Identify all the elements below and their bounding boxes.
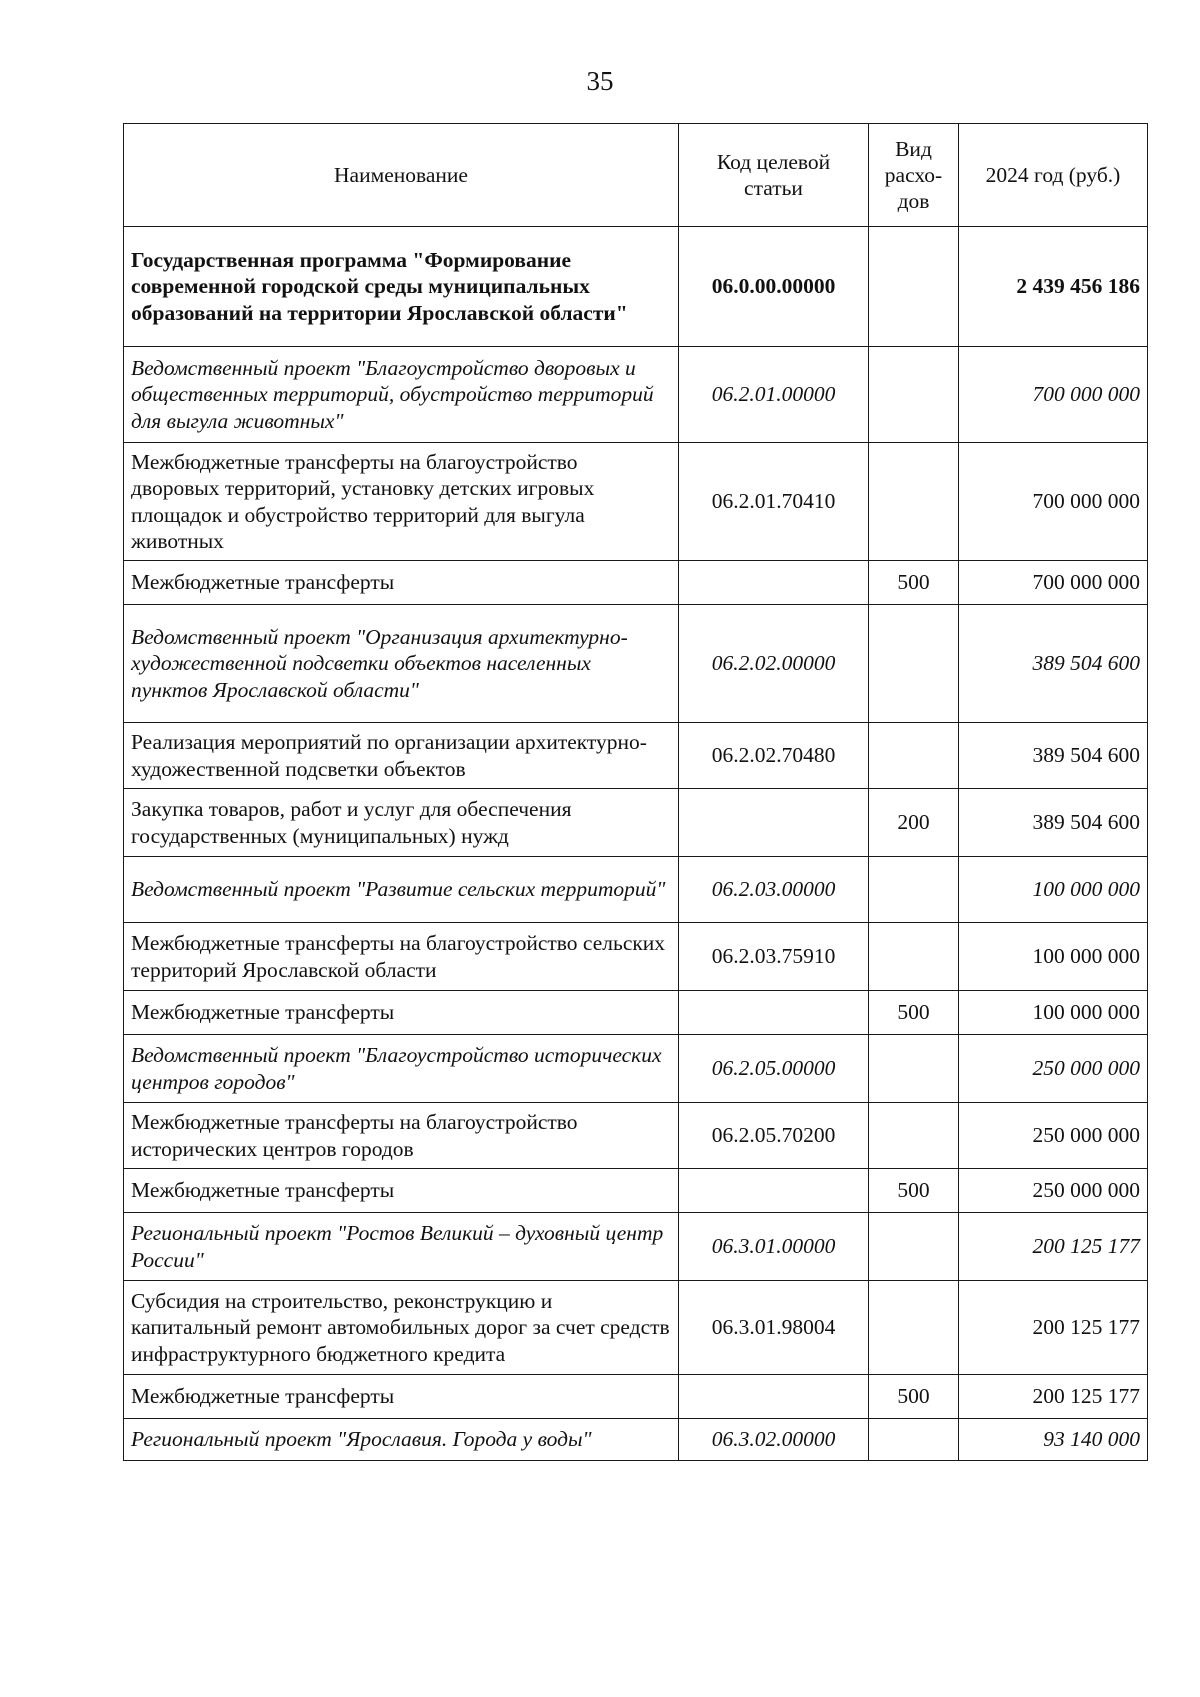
table-row bbox=[124, 1035, 1148, 1103]
table-row bbox=[124, 347, 1148, 443]
cell-name: Межбюджетные трансферты bbox=[124, 561, 679, 605]
cell-kind: 500 bbox=[869, 1169, 959, 1213]
cell-code: 06.0.00.00000 bbox=[679, 227, 869, 347]
cell-amount: 250 000 000 bbox=[959, 1035, 1148, 1103]
cell-kind bbox=[869, 605, 959, 723]
table-row bbox=[124, 605, 1148, 723]
cell-kind: 500 bbox=[869, 991, 959, 1035]
cell-amount: 389 504 600 bbox=[959, 723, 1148, 789]
table-row bbox=[124, 857, 1148, 923]
table-row bbox=[124, 1169, 1148, 1213]
cell-name: Ведомственный проект "Благоустройство исторических центров городов" bbox=[124, 1035, 679, 1103]
table-row bbox=[124, 991, 1148, 1035]
table-header-row bbox=[124, 124, 1148, 227]
cell-kind bbox=[869, 1419, 959, 1461]
cell-code bbox=[679, 991, 869, 1035]
cell-kind bbox=[869, 1103, 959, 1169]
table-row bbox=[124, 1213, 1148, 1281]
cell-code: 06.2.05.00000 bbox=[679, 1035, 869, 1103]
cell-code bbox=[679, 1375, 869, 1419]
cell-amount: 700 000 000 bbox=[959, 347, 1148, 443]
cell-name: Межбюджетные трансферты bbox=[124, 1375, 679, 1419]
cell-name: Региональный проект "Ярославия. Города у воды" bbox=[124, 1419, 679, 1461]
cell-code: 06.2.01.70410 bbox=[679, 443, 869, 561]
cell-amount: 100 000 000 bbox=[959, 991, 1148, 1035]
cell-kind bbox=[869, 227, 959, 347]
cell-name: Ведомственный проект "Развитие сельских территорий" bbox=[124, 857, 679, 923]
header-amount: 2024 год (руб.) bbox=[959, 124, 1148, 227]
cell-amount: 200 125 177 bbox=[959, 1213, 1148, 1281]
cell-amount: 200 125 177 bbox=[959, 1281, 1148, 1375]
cell-amount: 389 504 600 bbox=[959, 605, 1148, 723]
budget-table bbox=[123, 123, 1148, 1461]
table-body bbox=[124, 227, 1148, 1461]
header-code: Код целевой статьи bbox=[679, 124, 869, 227]
cell-code: 06.2.03.00000 bbox=[679, 857, 869, 923]
cell-name: Межбюджетные трансферты bbox=[124, 1169, 679, 1213]
table-row bbox=[124, 1281, 1148, 1375]
cell-name: Межбюджетные трансферты bbox=[124, 991, 679, 1035]
cell-code bbox=[679, 561, 869, 605]
cell-name: Закупка товаров, работ и услуг для обеспечения государственных (муниципальных) нужд bbox=[124, 789, 679, 857]
cell-name: Ведомственный проект "Организация архитектурно-художественной подсветки объектов населенных пунктов Ярославской области" bbox=[124, 605, 679, 723]
cell-name: Межбюджетные трансферты на благоустройство сельских территорий Ярославской области bbox=[124, 923, 679, 991]
cell-amount: 100 000 000 bbox=[959, 923, 1148, 991]
header-name: Наименование bbox=[124, 124, 679, 227]
page-number: 35 bbox=[586, 66, 614, 96]
table-row bbox=[124, 561, 1148, 605]
table-row bbox=[124, 1103, 1148, 1169]
cell-amount: 200 125 177 bbox=[959, 1375, 1148, 1419]
cell-code: 06.2.02.70480 bbox=[679, 723, 869, 789]
table-row bbox=[124, 789, 1148, 857]
cell-kind bbox=[869, 1035, 959, 1103]
cell-kind bbox=[869, 723, 959, 789]
cell-amount: 250 000 000 bbox=[959, 1169, 1148, 1213]
cell-kind: 200 bbox=[869, 789, 959, 857]
cell-kind bbox=[869, 857, 959, 923]
cell-name: Реализация мероприятий по организации архитектурно-художественной подсветки объектов bbox=[124, 723, 679, 789]
cell-kind bbox=[869, 1213, 959, 1281]
cell-kind bbox=[869, 347, 959, 443]
cell-code bbox=[679, 1169, 869, 1213]
cell-code: 06.2.02.00000 bbox=[679, 605, 869, 723]
table-row bbox=[124, 443, 1148, 561]
cell-code: 06.3.02.00000 bbox=[679, 1419, 869, 1461]
cell-name: Государственная программа "Формирование современной городской среды муниципальных образований на территории Ярославской области" bbox=[124, 227, 679, 347]
table-row bbox=[124, 723, 1148, 789]
cell-name: Межбюджетные трансферты на благоустройство дворовых территорий, установку детских игровых площадок и обустройство территорий для выгула животных bbox=[124, 443, 679, 561]
cell-code: 06.2.05.70200 bbox=[679, 1103, 869, 1169]
cell-name: Региональный проект "Ростов Великий – духовный центр России" bbox=[124, 1213, 679, 1281]
cell-kind bbox=[869, 923, 959, 991]
cell-kind bbox=[869, 443, 959, 561]
cell-name: Ведомственный проект "Благоустройство дворовых и общественных территорий, обустройство территорий для выгула животных" bbox=[124, 347, 679, 443]
cell-amount: 100 000 000 bbox=[959, 857, 1148, 923]
table-row bbox=[124, 923, 1148, 991]
cell-code: 06.3.01.98004 bbox=[679, 1281, 869, 1375]
table-row bbox=[124, 227, 1148, 347]
cell-amount: 700 000 000 bbox=[959, 443, 1148, 561]
table-row bbox=[124, 1419, 1148, 1461]
cell-code: 06.3.01.00000 bbox=[679, 1213, 869, 1281]
header-kind: Вид расхо-дов bbox=[869, 124, 959, 227]
table-row bbox=[124, 1375, 1148, 1419]
cell-name: Субсидия на строительство, реконструкцию и капитальный ремонт автомобильных дорог за счет средств инфраструктурного бюджетного кредита bbox=[124, 1281, 679, 1375]
cell-name: Межбюджетные трансферты на благоустройство исторических центров городов bbox=[124, 1103, 679, 1169]
cell-amount: 389 504 600 bbox=[959, 789, 1148, 857]
cell-amount: 2 439 456 186 bbox=[959, 227, 1148, 347]
cell-code bbox=[679, 789, 869, 857]
cell-amount: 93 140 000 bbox=[959, 1419, 1148, 1461]
cell-kind: 500 bbox=[869, 561, 959, 605]
cell-amount: 250 000 000 bbox=[959, 1103, 1148, 1169]
cell-amount: 700 000 000 bbox=[959, 561, 1148, 605]
cell-code: 06.2.03.75910 bbox=[679, 923, 869, 991]
cell-kind bbox=[869, 1281, 959, 1375]
cell-code: 06.2.01.00000 bbox=[679, 347, 869, 443]
cell-kind: 500 bbox=[869, 1375, 959, 1419]
